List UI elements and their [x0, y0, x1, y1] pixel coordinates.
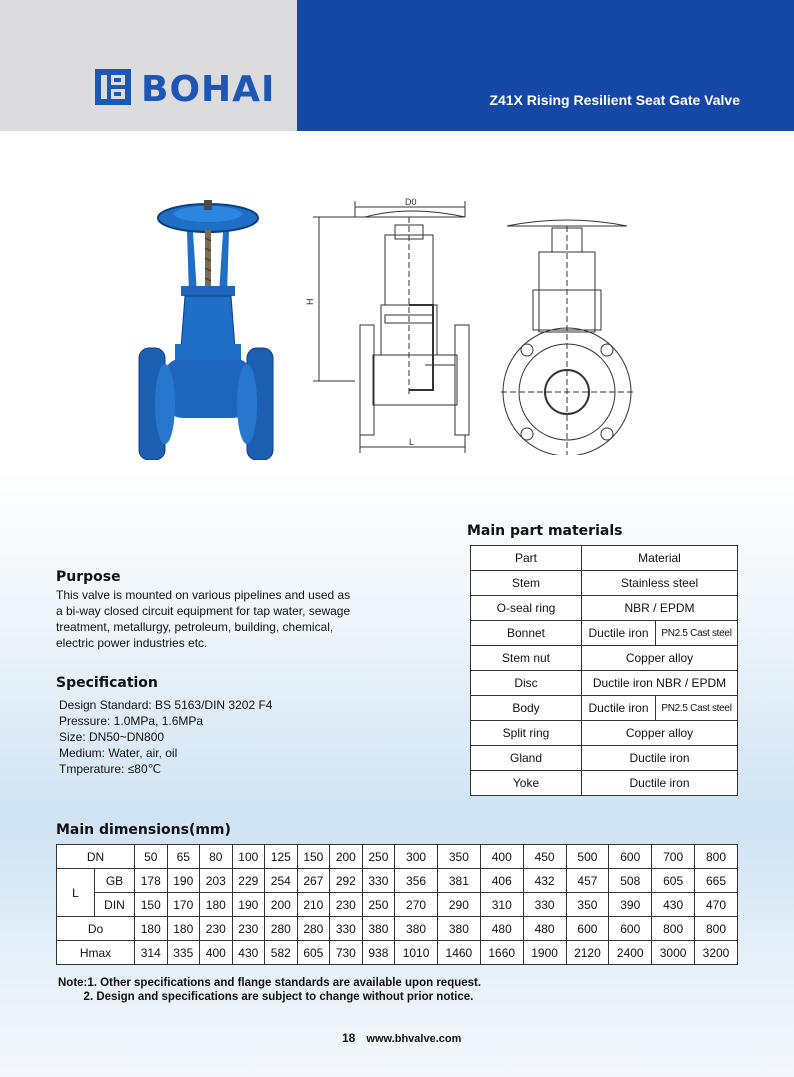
materials-row [471, 646, 738, 671]
dimension-cell-din: 290 [437, 893, 480, 917]
dimension-cell-gb: 254 [265, 869, 298, 893]
dimension-cell-do: 480 [480, 917, 523, 941]
dimension-cell-din: 230 [330, 893, 363, 917]
dimension-cell-gb: 665 [695, 869, 738, 893]
materials-row [471, 746, 738, 771]
dimension-cell-do: 180 [167, 917, 200, 941]
dimension-cell-gb: 605 [652, 869, 695, 893]
materials-row [471, 621, 738, 646]
do-label: Do [57, 917, 135, 941]
materials-row [471, 721, 738, 746]
footer-url[interactable]: www.bhvalve.com [366, 1033, 462, 1045]
dimension-cell-din: 270 [395, 893, 438, 917]
material-part: Stem [471, 571, 582, 596]
valve-photo [135, 198, 277, 460]
dimension-cell-gb: 292 [330, 869, 363, 893]
dn-label: DN [57, 845, 135, 869]
specification-text [59, 697, 272, 777]
material-value: Ductile iron [582, 696, 656, 721]
materials-row [471, 771, 738, 796]
dimension-cell-hmax: 730 [330, 941, 363, 965]
dimension-cell-dn: 65 [167, 845, 200, 869]
dimension-cell-do: 280 [265, 917, 298, 941]
dimension-cell-hmax: 1660 [480, 941, 523, 965]
footer [342, 1031, 461, 1045]
dimension-cell-dn: 250 [362, 845, 395, 869]
dimension-cell-dn: 150 [297, 845, 330, 869]
dimension-cell-din: 430 [652, 893, 695, 917]
dimensions-row-din [57, 893, 738, 917]
dimension-cell-do: 380 [437, 917, 480, 941]
dimensions-row-do [57, 917, 738, 941]
dimension-cell-dn: 200 [330, 845, 363, 869]
material-part: Disc [471, 671, 582, 696]
material-value: Ductile iron [582, 746, 738, 771]
material-value: Ductile iron NBR / EPDM [582, 671, 738, 696]
dimension-cell-dn: 600 [609, 845, 652, 869]
materials-table [470, 545, 738, 796]
brand-logo-mark [93, 67, 133, 107]
dimensions-table [56, 844, 738, 965]
dimension-cell-hmax: 582 [265, 941, 298, 965]
material-part: Gland [471, 746, 582, 771]
material-value-alt: PN2.5 Cast steel [656, 696, 738, 721]
materials-header-row [471, 546, 738, 571]
dimension-cell-din: 470 [695, 893, 738, 917]
materials-row [471, 596, 738, 621]
valve-drawing-front [497, 210, 637, 455]
header-left-band [0, 0, 297, 131]
valve-drawing-side [305, 195, 475, 460]
dimension-cell-do: 800 [695, 917, 738, 941]
material-part: Yoke [471, 771, 582, 796]
material-value: Ductile iron [582, 621, 656, 646]
dimension-cell-dn: 80 [200, 845, 233, 869]
material-value-alt: PN2.5 Cast steel [656, 621, 738, 646]
dimension-cell-hmax: 1460 [437, 941, 480, 965]
note-line: Note:1. Other specifications and flange standards are available upon request. [58, 977, 482, 989]
dimension-cell-gb: 457 [566, 869, 609, 893]
dimensions-row-gb [57, 869, 738, 893]
header-right-band [297, 0, 794, 131]
dimension-cell-din: 390 [609, 893, 652, 917]
dimension-cell-do: 280 [297, 917, 330, 941]
dimension-cell-din: 150 [135, 893, 168, 917]
dimension-cell-din: 210 [297, 893, 330, 917]
material-part: Body [471, 696, 582, 721]
hmax-label: Hmax [57, 941, 135, 965]
purpose-line: treatment, metallurgy, petroleum, building, chemical, [56, 620, 334, 634]
dimension-cell-do: 600 [609, 917, 652, 941]
material-value: Copper alloy [582, 646, 738, 671]
dimension-cell-din: 330 [523, 893, 566, 917]
spec-line: Medium: Water, air, oil [59, 746, 178, 760]
din-label: DIN [95, 893, 135, 917]
dimension-cell-gb: 229 [232, 869, 265, 893]
material-part: Split ring [471, 721, 582, 746]
materials-heading: Main part materials [467, 523, 623, 539]
dimension-cell-hmax: 400 [200, 941, 233, 965]
dimension-cell-gb: 356 [395, 869, 438, 893]
brand-logo [93, 67, 276, 111]
purpose-heading: Purpose [56, 569, 121, 585]
dimension-cell-gb: 508 [609, 869, 652, 893]
dimensions-heading: Main dimensions(mm) [56, 822, 231, 838]
purpose-line: a bi-way closed circuit equipment for tap water, sewage [56, 604, 351, 618]
l-label-cell: L [57, 869, 95, 917]
d0-label: D0 [405, 197, 417, 207]
dimensions-row-dn [57, 845, 738, 869]
material-value: NBR / EPDM [582, 596, 738, 621]
dimension-cell-din: 310 [480, 893, 523, 917]
dimension-cell-dn: 700 [652, 845, 695, 869]
materials-col-part: Part [471, 546, 582, 571]
spec-line: Size: DN50~DN800 [59, 730, 165, 744]
dimension-cell-dn: 500 [566, 845, 609, 869]
materials-row [471, 571, 738, 596]
product-title: Z41X Rising Resilient Seat Gate Valve [489, 92, 740, 108]
materials-col-material: Material [582, 546, 738, 571]
dimension-cell-do: 180 [135, 917, 168, 941]
dimension-cell-gb: 267 [297, 869, 330, 893]
dimension-cell-din: 190 [232, 893, 265, 917]
dimension-cell-do: 600 [566, 917, 609, 941]
dimension-cell-gb: 330 [362, 869, 395, 893]
dimension-cell-dn: 100 [232, 845, 265, 869]
dimension-cell-hmax: 2120 [566, 941, 609, 965]
dimension-cell-din: 350 [566, 893, 609, 917]
dimension-cell-hmax: 605 [297, 941, 330, 965]
dimension-cell-din: 200 [265, 893, 298, 917]
material-value: Stainless steel [582, 571, 738, 596]
dimensions-row-hmax [57, 941, 738, 965]
dimension-cell-hmax: 3000 [652, 941, 695, 965]
dimension-cell-dn: 400 [480, 845, 523, 869]
dimension-cell-hmax: 938 [362, 941, 395, 965]
dimension-cell-din: 170 [167, 893, 200, 917]
dimension-cell-hmax: 335 [167, 941, 200, 965]
dimension-cell-do: 230 [232, 917, 265, 941]
material-part: Stem nut [471, 646, 582, 671]
dimension-cell-do: 230 [200, 917, 233, 941]
spec-line: Design Standard: BS 5163/DIN 3202 F4 [59, 698, 273, 712]
material-value: Ductile iron [582, 771, 738, 796]
spec-line: Pressure: 1.0MPa, 1.6MPa [59, 714, 204, 728]
dimension-cell-do: 380 [362, 917, 395, 941]
dimension-cell-din: 180 [200, 893, 233, 917]
dimension-cell-dn: 450 [523, 845, 566, 869]
dimension-cell-hmax: 314 [135, 941, 168, 965]
dimension-cell-do: 330 [330, 917, 363, 941]
purpose-line: electric power industries etc. [56, 636, 208, 650]
dimension-cell-do: 800 [652, 917, 695, 941]
dimension-cell-din: 250 [362, 893, 395, 917]
materials-row [471, 696, 738, 721]
note-line: 2. Design and specifications are subject to change without prior notice. [58, 991, 474, 1003]
page-number: 18 [342, 1031, 356, 1045]
dimension-cell-hmax: 2400 [609, 941, 652, 965]
dimension-cell-dn: 300 [395, 845, 438, 869]
brand-name: BOHAI [141, 69, 276, 110]
dimension-cell-gb: 190 [167, 869, 200, 893]
dimension-cell-hmax: 1010 [395, 941, 438, 965]
dimension-cell-gb: 406 [480, 869, 523, 893]
dimension-cell-gb: 381 [437, 869, 480, 893]
dimension-cell-dn: 50 [135, 845, 168, 869]
dimension-cell-gb: 178 [135, 869, 168, 893]
l-label: L [409, 437, 415, 447]
material-value: Copper alloy [582, 721, 738, 746]
dimension-cell-do: 480 [523, 917, 566, 941]
gb-label: GB [95, 869, 135, 893]
material-part: O-seal ring [471, 596, 582, 621]
spec-line: Tmperature: ≤80℃ [59, 762, 162, 776]
h-label: H [305, 298, 315, 305]
dimension-cell-gb: 432 [523, 869, 566, 893]
purpose-line: This valve is mounted on various pipelines and used as [56, 588, 351, 602]
dimension-cell-dn: 350 [437, 845, 480, 869]
dimension-cell-gb: 203 [200, 869, 233, 893]
dimension-cell-hmax: 1900 [523, 941, 566, 965]
purpose-text [56, 587, 350, 651]
dimension-cell-hmax: 3200 [695, 941, 738, 965]
dimension-cell-dn: 800 [695, 845, 738, 869]
dimension-cell-do: 380 [395, 917, 438, 941]
notes [58, 976, 481, 1004]
dimension-cell-dn: 125 [265, 845, 298, 869]
specification-heading: Specification [56, 675, 158, 691]
materials-row [471, 671, 738, 696]
material-part: Bonnet [471, 621, 582, 646]
dimension-cell-hmax: 430 [232, 941, 265, 965]
